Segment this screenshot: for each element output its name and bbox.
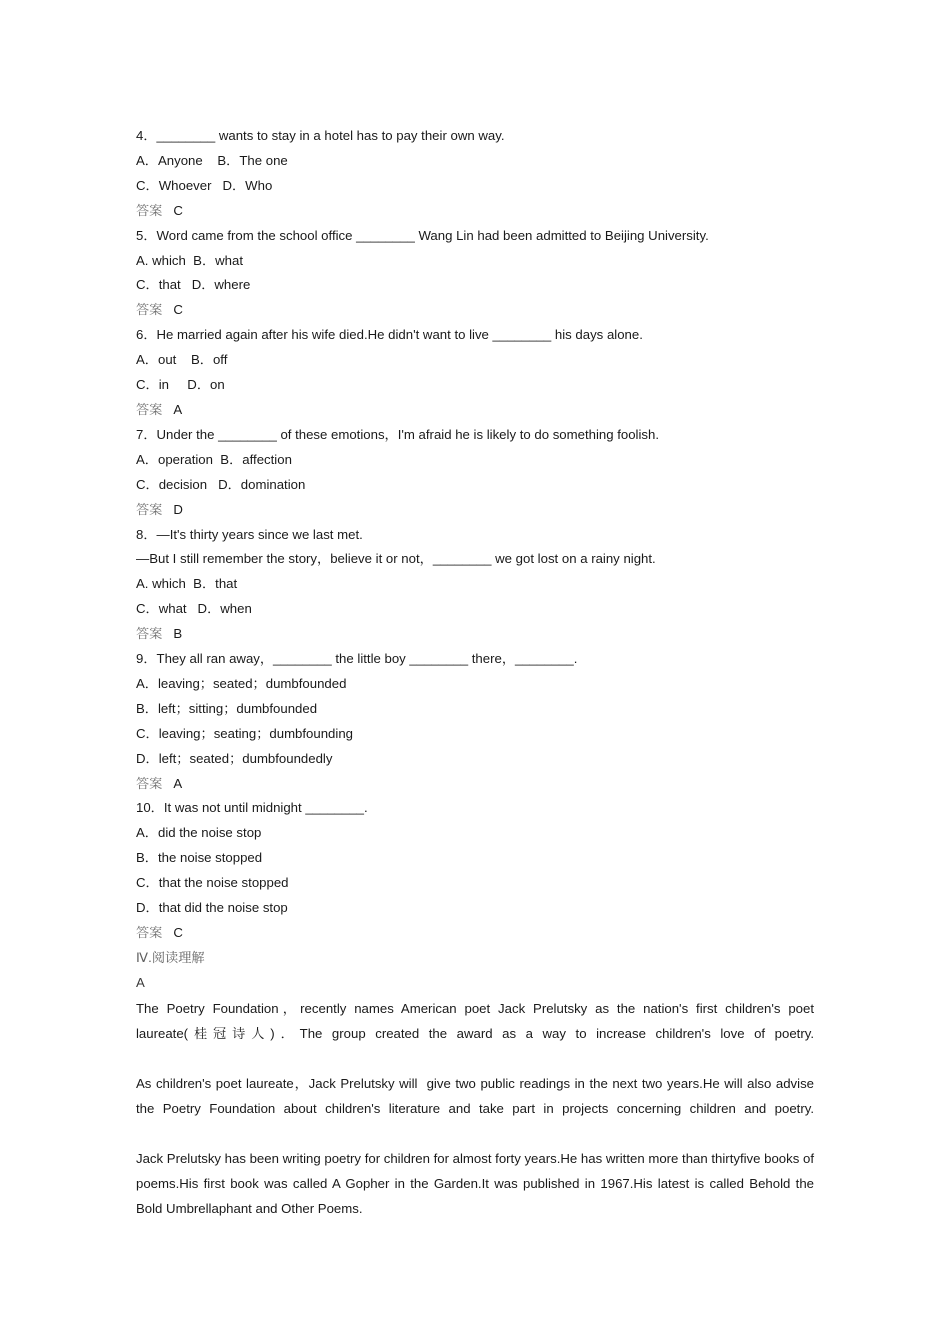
- answer-row-q6: [136, 398, 814, 423]
- answer-label: 答案: [136, 775, 163, 791]
- option-row-q4-cd[interactable]: C．Whoever D．Who: [136, 177, 273, 193]
- answer-label: 答案: [136, 401, 163, 417]
- option-row-q10-c[interactable]: C．that the noise stopped: [136, 875, 289, 891]
- option-row-q7-ab[interactable]: A．operation B．affection: [136, 451, 292, 467]
- answer-label: 答案: [136, 302, 163, 318]
- worksheet-page: [136, 124, 818, 1222]
- answer-value: D: [173, 501, 183, 517]
- option-row-q5-ab[interactable]: A. which B．what: [136, 252, 244, 268]
- passage-paragraph-3: Jack Prelutsky has been writing poetry for children for almost forty years.He has written more than thirtyfive books of poems.His first book was called A Gopher in the Garden.It was published in 1967.His latest is called Behold the Bold Umbrellaphant and Other Poems.: [136, 1151, 818, 1217]
- answer-value: A: [173, 775, 183, 791]
- answer-label: 答案: [136, 202, 163, 218]
- answer-value: C: [173, 302, 183, 318]
- answer-row-q4: [136, 199, 814, 224]
- option-row-q7-cd[interactable]: C．decision D．domination: [136, 476, 306, 492]
- question-stem-q8: 8．—It's thirty years since we last met.: [136, 526, 363, 542]
- answer-row-q9: [136, 772, 814, 797]
- option-row-q9-d[interactable]: D．left；seated；dumbfoundedly: [136, 750, 333, 766]
- passage-paragraph-1: The Poetry Foundation，recently names American poet Jack Prelutsky as the nation's first children's poet laureate(桂冠诗人)．The group created the award as a way to increase children's love of poetry.: [136, 1000, 818, 1041]
- option-row-q5-cd[interactable]: C．that D．where: [136, 277, 251, 293]
- answer-row-q10: [136, 921, 814, 946]
- option-row-q9-a[interactable]: A．leaving；seated；dumbfounded: [136, 675, 347, 691]
- answer-row-q7: [136, 498, 814, 523]
- answer-value: A: [173, 401, 183, 417]
- option-row-q6-cd[interactable]: C．in D．on: [136, 377, 225, 393]
- answer-row-q5: [136, 298, 814, 323]
- question-stem-q8-reply: —But I still remember the story，believe it or not，________ we got lost on a rainy night.: [136, 551, 656, 567]
- answer-label: 答案: [136, 626, 163, 642]
- question-stem-q4: 4．________ wants to stay in a hotel has to pay their own way.: [136, 128, 505, 143]
- option-row-q4-ab[interactable]: A．Anyone B．The one: [136, 152, 288, 168]
- answer-label: 答案: [136, 925, 163, 940]
- answer-value: C: [173, 925, 183, 940]
- answer-row-q8: [136, 622, 814, 647]
- answer-value: C: [173, 202, 183, 218]
- question-stem-q6: 6．He married again after his wife died.He didn't want to live ________ his days alone.: [136, 327, 643, 343]
- passage-letter: A: [136, 974, 145, 990]
- question-stem-q10: 10．It was not until midnight ________.: [136, 800, 368, 816]
- option-row-q10-a[interactable]: A．did the noise stop: [136, 825, 262, 841]
- option-row-q10-d[interactable]: D．that did the noise stop: [136, 900, 288, 916]
- option-row-q10-b[interactable]: B．the noise stopped: [136, 850, 263, 866]
- answer-label: 答案: [136, 501, 163, 517]
- option-row-q9-b[interactable]: B．left；sitting；dumbfounded: [136, 700, 318, 716]
- option-row-q6-ab[interactable]: A．out B．off: [136, 352, 228, 368]
- answer-value: B: [173, 626, 183, 642]
- question-stem-q9: 9．They all ran away，________ the little boy ________ there，________.: [136, 651, 578, 667]
- passage-paragraph-2: As children's poet laureate，Jack Prelutsky will give two public readings in the next two years.He will also advise the Poetry Foundation about children's literature and take part in projects concerning children and poetry.: [136, 1076, 818, 1117]
- option-row-q8-cd[interactable]: C．what D．when: [136, 601, 252, 617]
- option-row-q8-ab[interactable]: A. which B．that: [136, 576, 238, 592]
- section-heading-reading: Ⅳ.阅读理解: [136, 949, 205, 965]
- question-stem-q5: 5．Word came from the school office ________ Wang Lin had been admitted to Beijing University.: [136, 227, 709, 243]
- question-stem-q7: 7．Under the ________ of these emotions，I'm afraid he is likely to do something foolish.: [136, 426, 659, 442]
- option-row-q9-c[interactable]: C．leaving；seating；dumbfounding: [136, 725, 353, 741]
